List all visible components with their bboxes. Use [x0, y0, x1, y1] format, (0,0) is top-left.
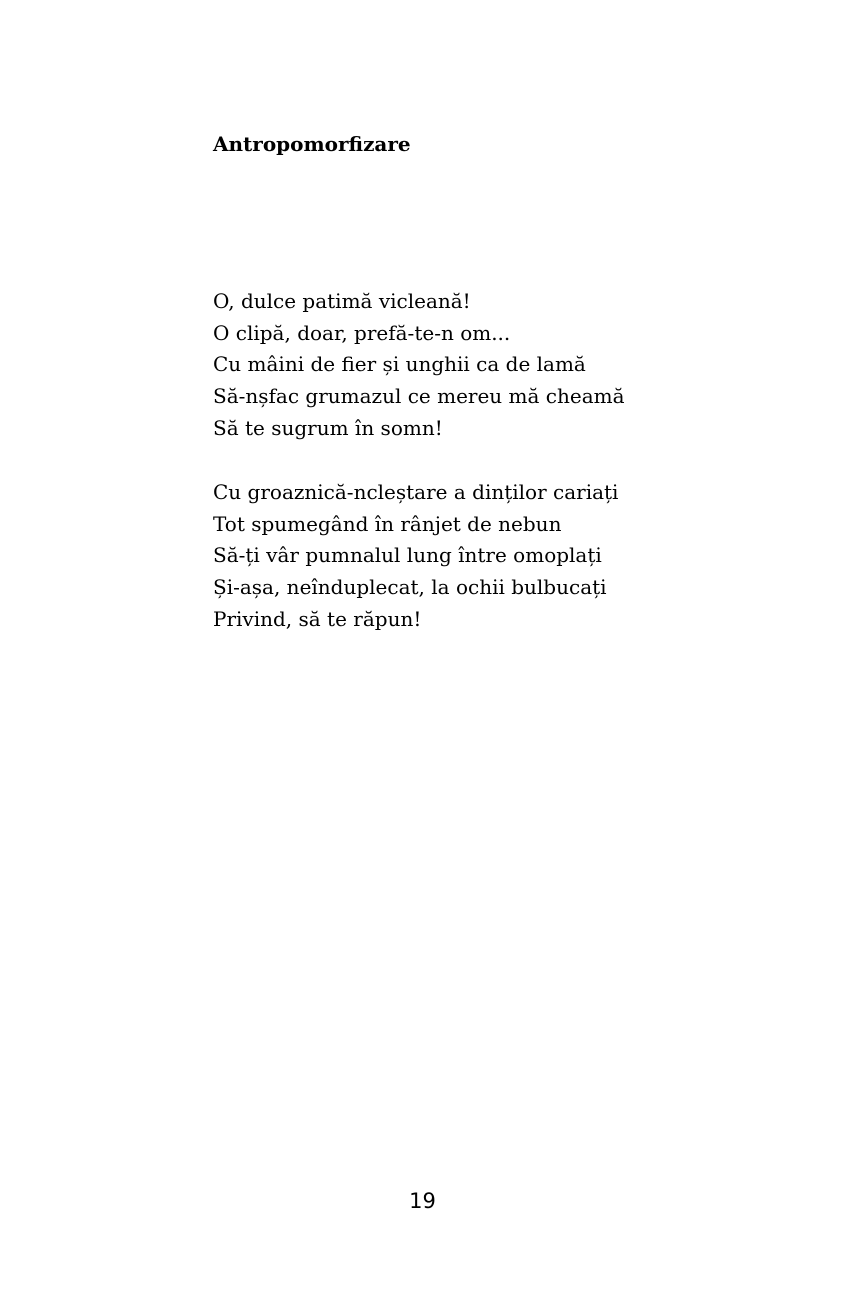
- verse-line: Tot spumegând în rânjet de nebun: [213, 511, 562, 536]
- poem-title: Antropomorfizare: [213, 132, 411, 156]
- page-number: 19: [409, 1189, 436, 1213]
- verse-line: O, dulce patimă vicleană!: [213, 289, 471, 313]
- verse-line: Privind, să te răpun!: [213, 606, 422, 631]
- verse-line: Să-nșfac grumazul ce mereu mă cheamă: [213, 384, 625, 409]
- stanza-2: [213, 477, 618, 636]
- verse-line: Cu groaznică-ncleștare a dinților cariați: [213, 480, 619, 504]
- verse-line: Cu mâini de fier și unghii ca de lamă: [213, 352, 586, 377]
- verse-line: Să te sugrum în somn!: [213, 415, 443, 440]
- verse-line: O clipă, doar, prefă-te-n om...: [213, 320, 511, 345]
- stanza-1: [213, 286, 625, 445]
- verse-line: Să-ți vâr pumnalul lung între omoplați: [213, 543, 602, 568]
- verse-line: Și-așa, neînduplecat, la ochii bulbucați: [213, 575, 607, 600]
